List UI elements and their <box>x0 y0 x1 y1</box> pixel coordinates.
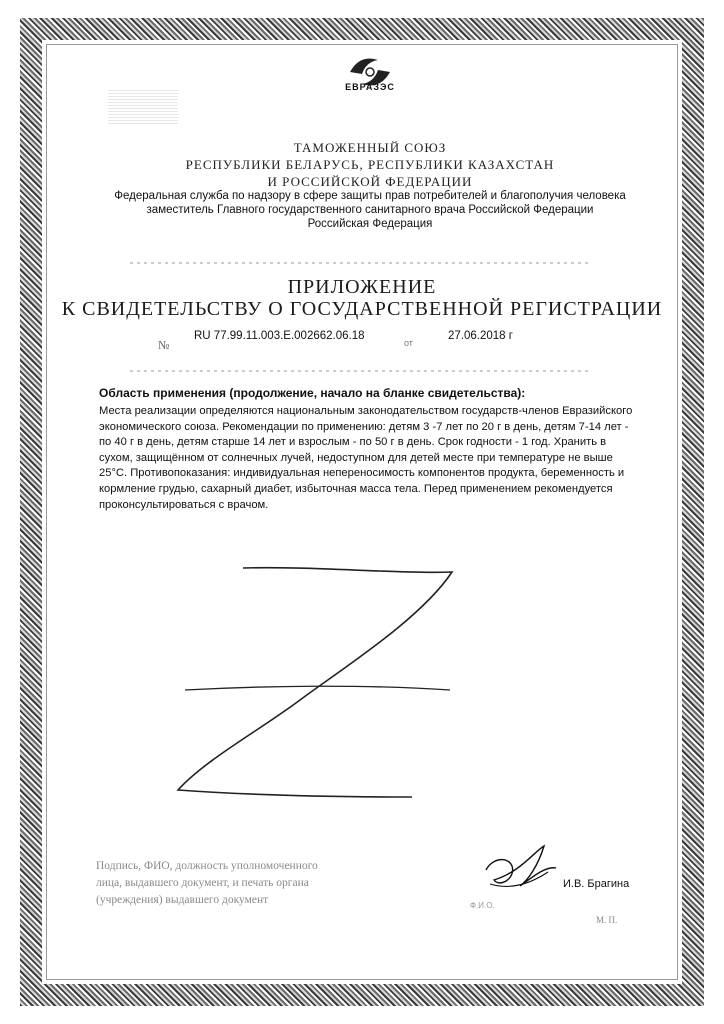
union-line-1: ТАМОЖЕННЫЙ СОЮЗ <box>293 140 447 155</box>
union-line-3: И РОССИЙСКОЙ ФЕДЕРАЦИИ <box>267 174 473 189</box>
authority-line-1: Федеральная служба по надзору в сфере защиты прав потребителей и благополучия человека <box>114 190 626 202</box>
seal-place-mark: М. П. <box>596 915 618 925</box>
document-title: ПРИЛОЖЕНИЕ <box>287 276 437 298</box>
signature-note-line-3: (учреждения) выдавшего документ <box>96 894 269 906</box>
scope-heading: Область применения (продолжение, начало на бланке свидетельства): <box>99 386 526 400</box>
signer-name: И.В. Брагина <box>563 878 630 890</box>
document-subtitle: К СВИДЕТЕЛЬСТВУ О ГОСУДАРСТВЕННОЙ РЕГИСТРАЦИИ <box>61 298 663 320</box>
registration-date: 27.06.2018 г <box>448 330 513 342</box>
authority-line-3: Российская Федерация <box>307 218 433 230</box>
logo-label: ЕВРАЗЭС <box>345 82 395 92</box>
fio-label: Ф.И.О. <box>470 901 495 910</box>
date-mark: от <box>404 338 413 348</box>
signature-note <box>96 858 396 909</box>
authority-line-2: заместитель Главного государственного санитарного врача Российской Федерации <box>146 204 594 216</box>
registration-number: RU 77.99.11.003.Е.002662.06.18 <box>194 330 365 342</box>
signature-note-line-2: лица, выдавшего документ, и печать органа <box>96 877 309 889</box>
faint-divider <box>130 262 590 264</box>
scope-paragraph: Места реализации определяются национальным законодательством государств-членов Евразийского экономического союза. Рекомендации по применению: детям 3 -7 лет по 20 г в день, детям 7-14 лет - по 40 г в день, детям старше 14 лет и взрослым - по 50 г в день. Срок годности - 1 год. Хранить в сухом, защищённом от солнечных лучей, недоступном для детей месте при температуре не выше 25°С. Противопоказания: индивидуальная непереносимость компонентов продукта, беременность и кормление грудью, сахарный диабет, избыточная масса тела. Перед применением рекомендуется проконсультироваться с врачом. <box>99 405 633 511</box>
faint-divider <box>130 370 590 372</box>
number-mark: № <box>158 338 170 352</box>
signature-note-line-1: Подпись, ФИО, должность уполномоченного <box>96 860 318 872</box>
faded-stamp <box>108 90 178 124</box>
union-line-2: РЕСПУБЛИКИ БЕЛАРУСЬ, РЕСПУБЛИКИ КАЗАХСТАН <box>185 157 555 172</box>
